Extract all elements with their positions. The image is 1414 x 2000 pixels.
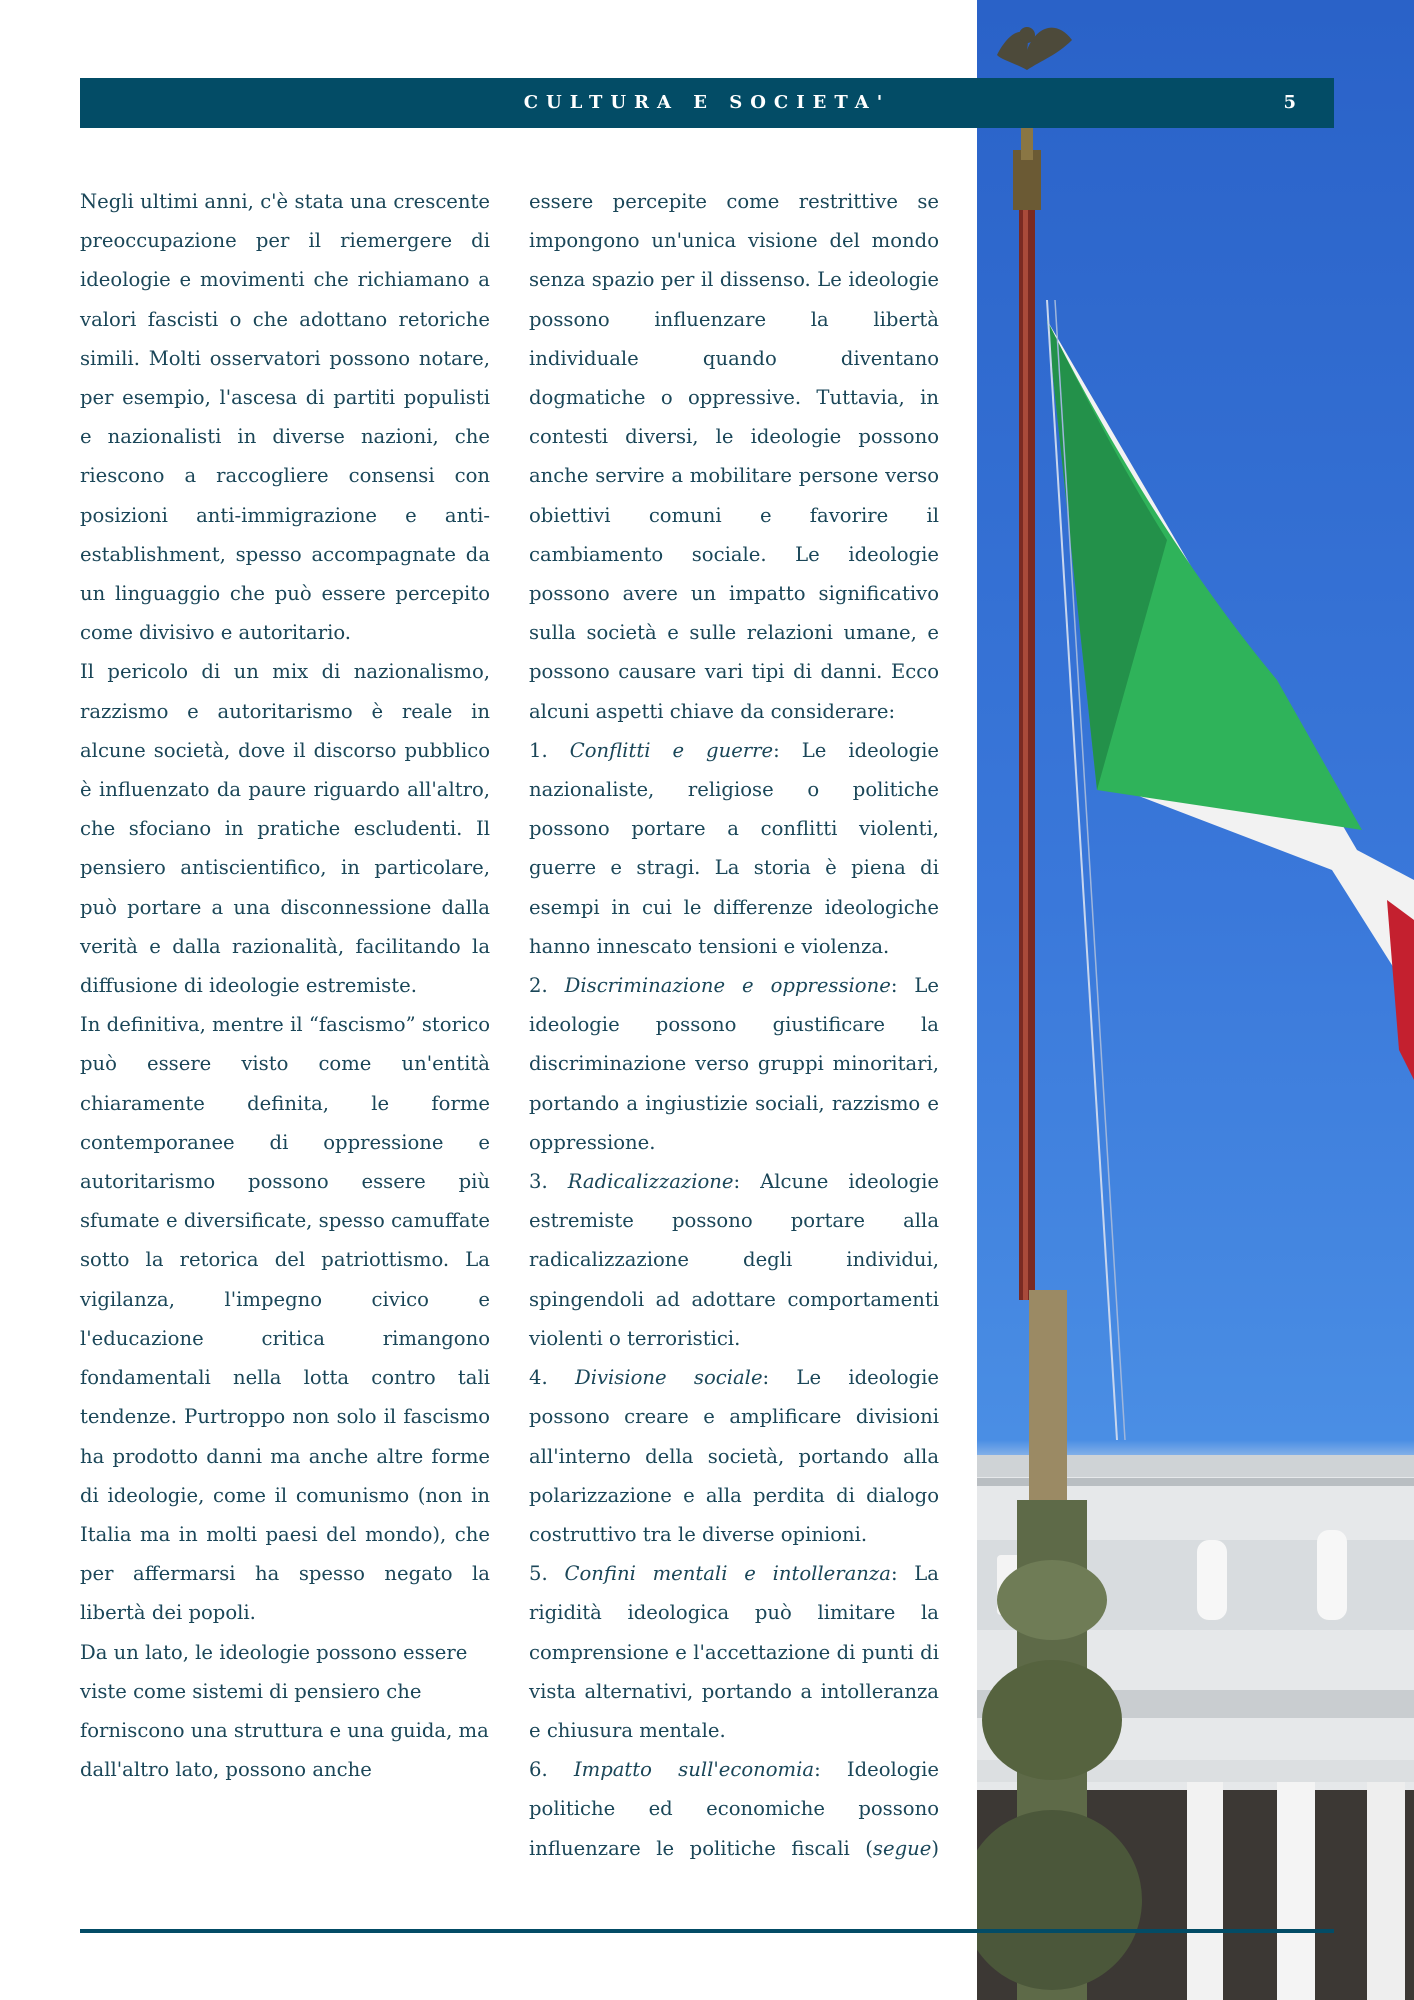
header-bar bbox=[80, 78, 1334, 128]
paragraph: Il pericolo di un mix di nazionalismo, razzismo e autoritarismo è reale in alcune società, dove il discorso pubblico è influenzato da paure riguardo all'altro, che sfociano in pratiche escludenti. Il pensiero antiscientifico, in particolare, può portare a una disconnessione dalla verità e dalla razionalità, facilitando la diffusione di ideologie estremiste. bbox=[80, 660, 490, 998]
item-number: 5. bbox=[529, 1562, 548, 1586]
left-column bbox=[80, 182, 490, 1789]
list-item bbox=[529, 1750, 939, 1868]
italian-flag-image bbox=[977, 0, 1414, 2000]
item-text: : La rigidità ideologica può limitare la comprensione e l'accettazione di punti di vista alternativi, portando a intolleranza e chiusura mentale. bbox=[529, 1562, 939, 1742]
item-term: Confini mentali e intolleranza bbox=[564, 1562, 891, 1586]
item-text: : Alcune ideologie estremiste possono portare alla radicalizzazione degli individui, spingendoli ad adottare comportamenti violenti o terroristici. bbox=[529, 1170, 939, 1350]
flag-photo bbox=[977, 0, 1414, 2000]
item-number: 2. bbox=[529, 974, 548, 998]
item-term: Impatto sull'economia bbox=[573, 1758, 815, 1782]
item-term: Divisione sociale bbox=[574, 1366, 763, 1390]
item-number: 4. bbox=[529, 1366, 548, 1390]
list-item bbox=[529, 1358, 939, 1554]
list-item bbox=[529, 1162, 939, 1358]
paragraph: Negli ultimi anni, c'è stata una crescente preoccupazione per il riemergere di ideologie e movimenti che richiamano a valori fascisti o che adottano retoriche simili. Molti osservatori possono notare, per esempio, l'ascesa di partiti populisti e nazionalisti in diverse nazioni, che riescono a raccogliere consensi con posizioni anti-immigrazione e anti-establishment, spesso accompagnate da un linguaggio che può essere percepito come divisivo e autoritario. bbox=[80, 190, 490, 645]
footer-rule bbox=[80, 1929, 1334, 1933]
paragraph: Da un lato, le ideologie possono essere viste come sistemi di pensiero che forniscono una struttura e una guida, ma dall'altro lato, possono anche bbox=[80, 1640, 489, 1782]
paragraph: In definitiva, mentre il “fascismo” storico può essere visto come un'entità chiaramente definita, le forme contemporanee di oppressione e autoritarismo possono essere più sfumate e diversificate, spesso camuffate sotto la retorica del patriottismo. La vigilanza, l'impegno civico e l'educazione critica rimangono fondamentali nella lotta contro tali tendenze. Purtroppo non solo il fascismo ha prodotto danni ma anche altre forme di ideologie, come il comunismo (non in Italia ma in molti paesi del mondo), che per affermarsi ha spesso negato la libertà dei popoli. bbox=[80, 1013, 490, 1625]
item-term: Radicalizzazione bbox=[567, 1170, 734, 1194]
list-item bbox=[529, 966, 939, 1162]
item-text: : Le ideologie possono giustificare la discriminazione verso gruppi minoritari, portando a ingiustizie sociali, razzismo e oppressione. bbox=[529, 974, 940, 1154]
paragraph: essere percepite come restrittive se impongono un'unica visione del mondo senza spazio per il dissenso. Le ideologie possono influenzare la libertà individuale quando diventano dogmatiche o oppressive. Tuttavia, in contesti diversi, le ideologie possono anche servire a mobilitare persone verso obiettivi comuni e favorire il cambiamento sociale. Le ideologie possono avere un impatto significativo sulla società e sulle relazioni umane, e possono causare vari tipi di danni. Ecco alcuni aspetti chiave da considerare: bbox=[529, 190, 939, 723]
right-column bbox=[529, 182, 939, 1868]
section-title: CULTURA E SOCIETA' bbox=[523, 92, 891, 113]
list-item bbox=[529, 731, 939, 966]
page-number: 5 bbox=[1283, 92, 1296, 113]
continuation-label: segue bbox=[872, 1836, 932, 1860]
item-term: Discriminazione e oppressione bbox=[564, 974, 891, 998]
item-text: : Le ideologie nazionaliste, religiose o politiche possono portare a conflitti violenti, guerre e stragi. La storia è piena di esempi in cui le differenze ideologiche hanno innescato tensioni e violenza. bbox=[529, 738, 939, 958]
item-number: 3. bbox=[529, 1170, 548, 1194]
list-item bbox=[529, 1554, 939, 1750]
item-number: 1. bbox=[529, 738, 548, 762]
item-term: Conflitti e guerre bbox=[569, 738, 774, 762]
flag bbox=[1047, 320, 1414, 1080]
item-text: : Le ideologie possono creare e amplificare divisioni all'interno della società, portando alla polarizzazione e alla perdita di dialogo costruttivo tra le diverse opinioni. bbox=[529, 1366, 939, 1546]
item-number: 6. bbox=[529, 1758, 548, 1782]
item-text: : Ideologie politiche ed economiche possono influenzare le politiche fiscali ( bbox=[529, 1758, 939, 1860]
continuation-close: ) bbox=[931, 1836, 939, 1860]
